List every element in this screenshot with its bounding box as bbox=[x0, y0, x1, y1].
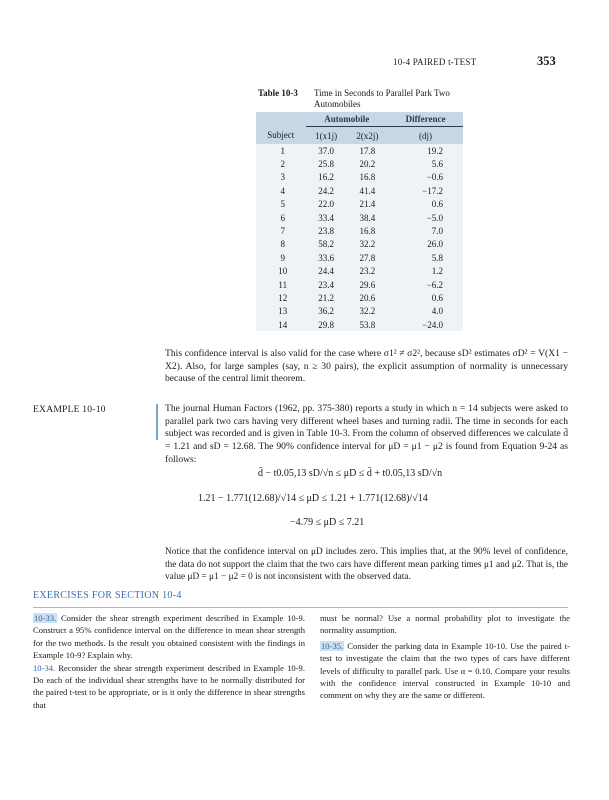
table-cell: 32.2 bbox=[359, 239, 376, 250]
table-cell: 14 bbox=[278, 319, 288, 330]
table-cell: 4 bbox=[280, 185, 286, 196]
example-conclusion: Notice that the confidence interval on μD includes zero. This implies that, at the 90% level of confidence, the data do not support the claim that the two cars have different mean parking times μ1 and μ2. That is, the value μD = μ1 − μ2 = 0 is not inconsistent with the observed data. bbox=[165, 547, 568, 583]
column-header: (dj) bbox=[419, 130, 433, 141]
example-rule bbox=[156, 404, 158, 440]
table-cell: −6.2 bbox=[426, 279, 443, 290]
table-cell: 0.6 bbox=[431, 199, 443, 210]
equation-ci-substituted: 1.21 − 1.771(12.68)/√14 ≤ μD ≤ 1.21 + 1.771(12.68)/√14 bbox=[198, 493, 428, 504]
table-cell: 11 bbox=[278, 279, 288, 290]
table-cell: 23.4 bbox=[318, 279, 335, 290]
column-header: 1(x1j) bbox=[315, 130, 338, 141]
section-divider bbox=[33, 607, 568, 608]
table-cell: 24.4 bbox=[318, 266, 335, 277]
table-title: Time in Seconds to Parallel Park Two Automobiles bbox=[314, 88, 450, 109]
table-row bbox=[256, 265, 463, 278]
table-cell: 0.6 bbox=[431, 292, 443, 303]
table-cell: 20.6 bbox=[359, 292, 376, 303]
table-cell: 21.4 bbox=[359, 199, 376, 210]
table-cell: 10 bbox=[278, 266, 288, 277]
table-cell: 29.8 bbox=[318, 319, 335, 330]
table-row bbox=[256, 144, 463, 157]
exercise-number: 10-35. bbox=[321, 640, 344, 651]
table-cell: 8 bbox=[280, 239, 286, 250]
table-cell: 2 bbox=[280, 159, 286, 170]
table-cell: 4.0 bbox=[431, 306, 443, 317]
table-cell: 19.2 bbox=[427, 145, 443, 156]
table-row bbox=[256, 251, 463, 264]
table-cell: 29.6 bbox=[359, 279, 376, 290]
table-cell: 41.4 bbox=[359, 185, 376, 196]
page-number: 353 bbox=[537, 54, 556, 68]
equation-ci-result: −4.79 ≤ μD ≤ 7.21 bbox=[290, 517, 365, 528]
table-cell: 3 bbox=[280, 172, 286, 183]
table-cell: 17.8 bbox=[359, 145, 376, 156]
table-row bbox=[256, 198, 463, 211]
exercises-column-left bbox=[33, 612, 305, 711]
table-cell: 13 bbox=[278, 306, 288, 317]
exercise-item bbox=[33, 662, 305, 712]
table-cell: 6 bbox=[280, 212, 286, 223]
table-cell: 27.8 bbox=[359, 252, 376, 263]
table-cell: 9 bbox=[280, 252, 286, 263]
table-cell: 22.0 bbox=[318, 199, 335, 210]
table-row bbox=[256, 171, 463, 184]
exercise-text: Reconsider the shear strength experiment described in Example 10-9. Do each of the individual shear strengths have to be normally distributed for the paired t-test to be appropriate, or is it only the difference in shear strengths that bbox=[33, 662, 305, 710]
table-cell: 53.8 bbox=[359, 319, 376, 330]
table-cell: 16.8 bbox=[359, 172, 376, 183]
table-cell: 1 bbox=[280, 145, 286, 156]
table-cell: −24.0 bbox=[422, 319, 443, 330]
table-cell: −17.2 bbox=[422, 185, 443, 196]
table-row bbox=[256, 305, 463, 318]
table-cell: 26.0 bbox=[427, 239, 443, 250]
exercise-text: Consider the shear strength experiment described in Example 10-9. Construct a 95% confidence interval on the difference in mean shear strength for the two methods. Is the result you obtained consistent with the findings in Example 10-9? Explain why. bbox=[33, 613, 305, 661]
table-row bbox=[256, 184, 463, 197]
table-row bbox=[256, 224, 463, 237]
table-cell: 21.2 bbox=[318, 292, 335, 303]
table-row bbox=[256, 157, 463, 170]
exercises-section-title: EXERCISES FOR SECTION 10-4 bbox=[33, 590, 182, 601]
table-row bbox=[256, 238, 463, 251]
running-header-section: 10-4 PAIRED t-TEST bbox=[393, 57, 477, 67]
exercises-column-right bbox=[320, 612, 570, 702]
table-cell: 23.8 bbox=[318, 226, 335, 237]
table-cell: 37.0 bbox=[318, 145, 335, 156]
exercise-text: Consider the parking data in Example 10-10. Use the paired t-test to investigate the claim that the two types of cars have different levels of difficulty to parallel park. Use α = 0.10. Compare your results with the confidence interval constructed in Example 10-10 and comment on why they are the same or different. bbox=[320, 640, 570, 701]
paragraph-confidence-validity: This confidence interval is also valid for the case where σ1² ≠ σ2², because sD² estimates σD² = V(X1 − X2). Also, for large samples (say, n ≥ 30 pairs), the explicit assumption of normality is unnecessary because of the central limit theorem. bbox=[165, 348, 568, 385]
table-cell: −0.6 bbox=[426, 172, 443, 183]
table-cell: 36.2 bbox=[318, 306, 335, 317]
table-cell: 32.2 bbox=[359, 306, 376, 317]
table-cell: 5.6 bbox=[431, 159, 443, 170]
table-label: Table 10-3 bbox=[258, 88, 298, 98]
exercise-text: must be normal? Use a normal probability plot to investigate the normality assumption. bbox=[320, 613, 570, 636]
table-cell: 5.8 bbox=[431, 252, 443, 263]
column-header: Subject bbox=[267, 130, 295, 141]
exercise-continuation bbox=[320, 612, 570, 637]
table-cell: 38.4 bbox=[359, 212, 376, 223]
exercise-number: 10-34. bbox=[33, 662, 56, 673]
table-cell: 16.2 bbox=[318, 172, 335, 183]
table-cell: 25.8 bbox=[318, 159, 335, 170]
example-label: EXAMPLE 10-10 bbox=[33, 404, 106, 415]
table-cell: 1.2 bbox=[431, 266, 443, 277]
group-header-automobile: Automobile bbox=[306, 112, 389, 127]
equation-ci-general: d̄ − t0.05,13 sD/√n ≤ μD ≤ d̄ + t0.05,13 sD/√n bbox=[258, 468, 443, 479]
table-cell: 33.6 bbox=[318, 252, 335, 263]
example-text: The journal Human Factors (1962, pp. 375-380) reports a study in which n = 14 subjects were asked to parallel park two cars having very different wheel bases and turning radii. The time in seconds for each subject was recorded and is given in Table 10-3. From the column of observed differences we calculate d̄ = 1.21 and sD = 12.68. The 90% confidence interval for μD = μ1 − μ2 is found from Equation 9-24 as follows: bbox=[165, 403, 568, 465]
table-row bbox=[256, 278, 463, 291]
exercise-number: 10-33. bbox=[34, 613, 57, 623]
table-row bbox=[256, 291, 463, 304]
table-cell: 5 bbox=[280, 199, 286, 210]
table-cell: 20.2 bbox=[359, 159, 376, 170]
table-cell: 7 bbox=[280, 226, 286, 237]
table-cell: 23.2 bbox=[359, 266, 376, 277]
table-cell: 33.4 bbox=[318, 212, 335, 223]
table-row bbox=[256, 318, 463, 331]
parking-time-table bbox=[256, 112, 463, 331]
table-cell: 16.8 bbox=[359, 226, 376, 237]
exercise-item bbox=[320, 640, 570, 702]
table-cell: 12 bbox=[278, 292, 288, 303]
table-cell: 24.2 bbox=[318, 185, 335, 196]
table-cell: 58.2 bbox=[318, 239, 335, 250]
table-cell: 7.0 bbox=[431, 226, 443, 237]
table-caption bbox=[258, 88, 450, 109]
group-header-difference: Difference bbox=[388, 112, 463, 127]
table-cell: −5.0 bbox=[426, 212, 443, 223]
exercise-item bbox=[33, 612, 305, 662]
table-row bbox=[256, 211, 463, 224]
column-header: 2(x2j) bbox=[356, 130, 379, 141]
